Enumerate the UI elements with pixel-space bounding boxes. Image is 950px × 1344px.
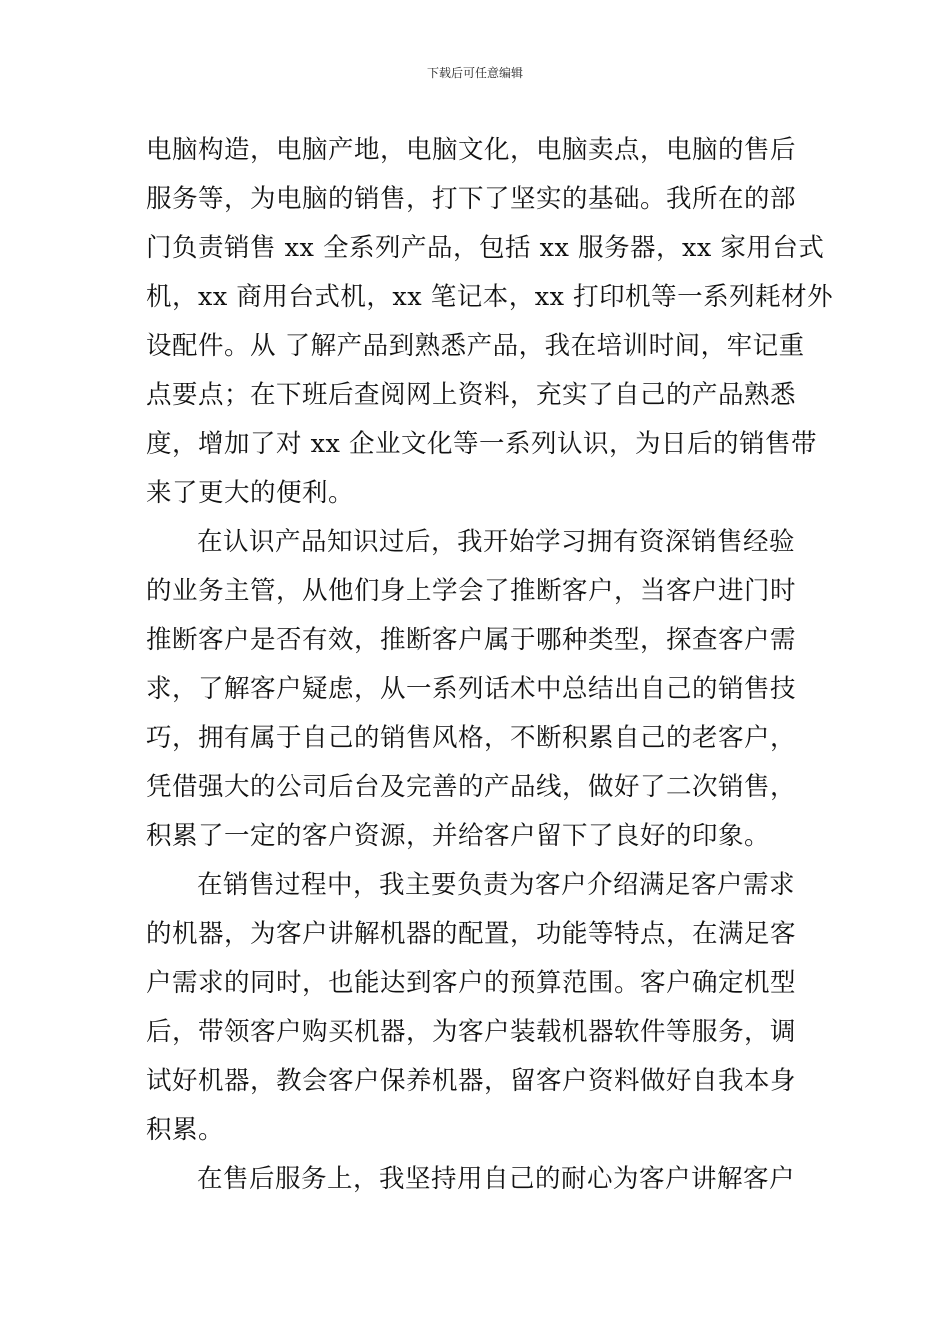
text-line: 在销售过程中，我主要负责为客户介绍满足客户需求 [197, 870, 796, 900]
page-header: 下载后可任意编辑 [426, 66, 523, 80]
text-line: 凭借强大的公司后台及完善的产品线，做好了二次销售， [146, 772, 797, 802]
text-line: 巧，拥有属于自己的销售风格，不断积累自己的老客户， [146, 723, 797, 753]
text-line: 在售后服务上，我坚持用自己的耐心为客户讲解客户 [197, 1164, 796, 1194]
text-line: 的机器，为客户讲解机器的配置，功能等特点，在满足客 [146, 919, 797, 949]
text-line: 度，增加了对 xx 企业文化等一系列认识，为日后的销售带 [146, 429, 817, 459]
text-line: 电脑构造，电脑产地，电脑文化，电脑卖点，电脑的售后 [146, 135, 797, 165]
text-line: 试好机器，教会客户保养机器，留客户资料做好自我本身 [146, 1066, 797, 1096]
text-line: 服务等，为电脑的销售，打下了坚实的基础。我所在的部 [146, 184, 797, 214]
text-line: 求，了解客户疑虑，从一系列话术中总结出自己的销售技 [146, 674, 797, 704]
document-body [146, 126, 834, 1204]
text-line: 积累。 [146, 1115, 225, 1145]
text-line: 机，xx 商用台式机，xx 笔记本，xx 打印机等一系列耗材外 [146, 282, 834, 312]
text-line: 在认识产品知识过后，我开始学习拥有资深销售经验 [197, 527, 796, 557]
text-line: 点要点；在下班后查阅网上资料，充实了自己的产品熟悉 [146, 380, 797, 410]
text-line: 门负责销售 xx 全系列产品，包括 xx 服务器，xx 家用台式 [146, 233, 825, 263]
paragraph [146, 126, 834, 518]
paragraph [146, 1155, 808, 1204]
text-line: 的业务主管，从他们身上学会了推断客户，当客户进门时 [146, 576, 797, 606]
text-line: 积累了一定的客户资源，并给客户留下了良好的印象。 [146, 821, 771, 851]
paragraph [146, 518, 808, 861]
text-line: 来了更大的便利。 [146, 478, 355, 508]
text-line: 后，带领客户购买机器，为客户装载机器软件等服务，调 [146, 1017, 797, 1047]
text-line: 推断客户是否有效，推断客户属于哪种类型，探查客户需 [146, 625, 797, 655]
paragraph [146, 861, 808, 1155]
text-line: 户需求的同时，也能达到客户的预算范围。客户确定机型 [146, 968, 797, 998]
text-line: 设配件。从 了解产品到熟悉产品，我在培训时间，牢记重 [146, 331, 805, 361]
